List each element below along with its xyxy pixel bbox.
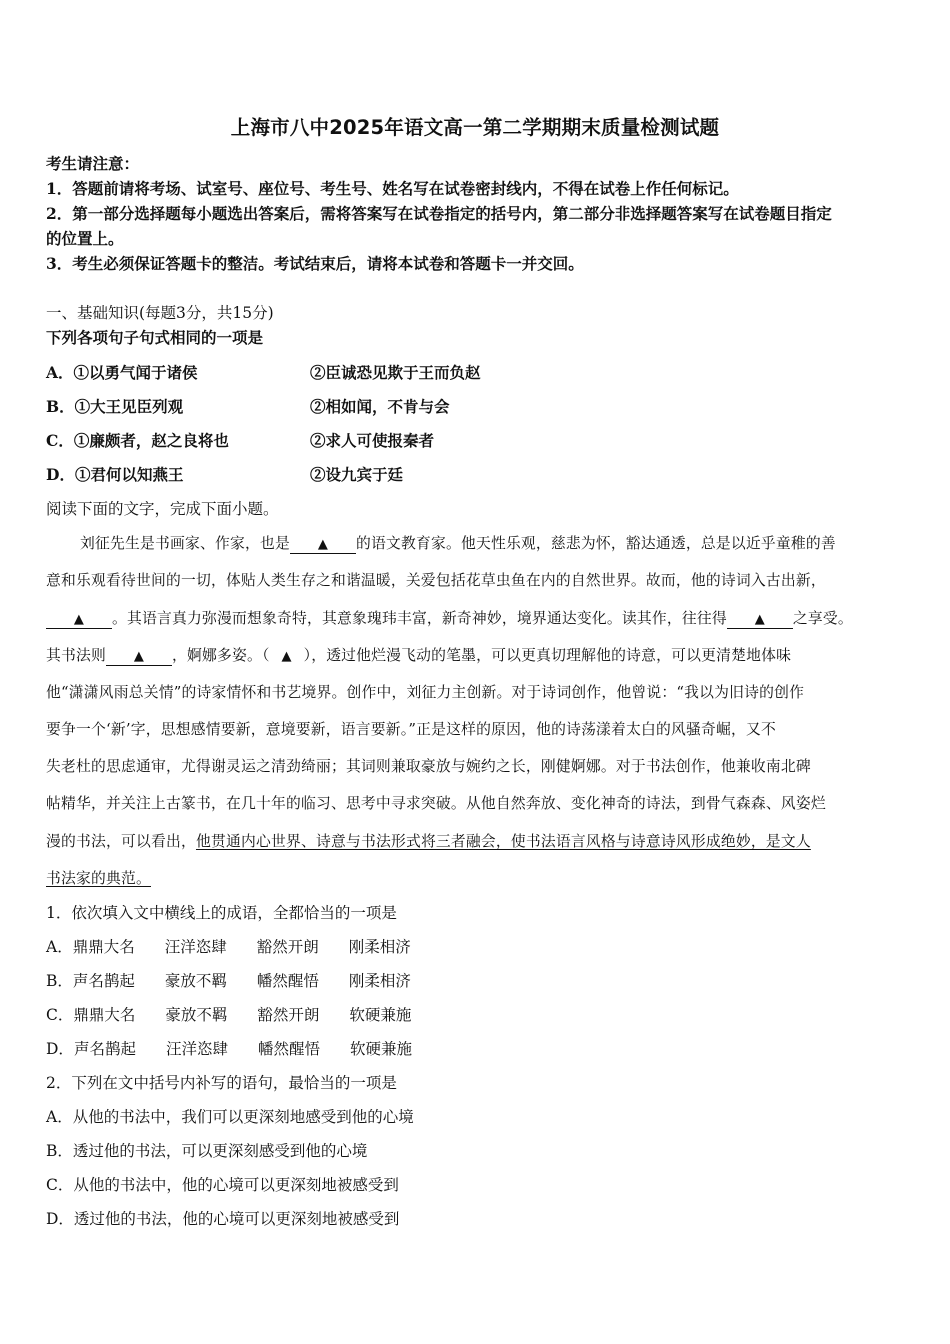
q1-word: 鼎鼎大名 bbox=[72, 938, 135, 956]
passage-line-2: 意和乐观看待世间的一切，体贴人类生存之和谐温暖，关爱包括花草虫鱼在内的自然世界。故而，他的诗词入古出新， bbox=[46, 572, 826, 589]
section1-option-b bbox=[46, 395, 904, 417]
option-b-first: B．①大王见臣列观 bbox=[46, 397, 184, 416]
notice-item-2-cont: 的位置上。 bbox=[46, 229, 124, 248]
option-c-first: C．①廉颇者，赵之良将也 bbox=[46, 431, 229, 450]
q2-option-a: A．从他的书法中，我们可以更深刻地感受到他的心境 bbox=[46, 1108, 414, 1126]
passage-text: ），透过他烂漫飞动的笔墨，可以更真切理解他的诗意，可以更清楚地体味 bbox=[303, 647, 792, 664]
q1-word: 声名鹊起 bbox=[72, 972, 135, 990]
option-d-first: D．①君何以知燕王 bbox=[46, 465, 184, 484]
q1-option-c bbox=[46, 1003, 411, 1025]
notice-item-1: 1．答题前请将考场、试室号、座位号、考生号、姓名写在试卷密封线内，不得在试卷上作任何标记。 bbox=[46, 179, 739, 198]
section1-question: 下列各项句子句式相同的一项是 bbox=[46, 328, 264, 347]
q1-option-a bbox=[46, 935, 411, 957]
option-b-second: ②相如闻，不肯与会 bbox=[310, 397, 450, 416]
blank-1: ▲ bbox=[290, 537, 356, 554]
passage-line-4 bbox=[46, 644, 904, 666]
passage-line-3 bbox=[46, 607, 904, 629]
option-a-second: ②臣诚恐见欺于王而负赵 bbox=[310, 363, 481, 382]
q1-word: 豁然开朗 bbox=[256, 938, 319, 956]
passage-line-1 bbox=[80, 532, 938, 554]
section1-option-c bbox=[46, 429, 904, 451]
reading-intro: 阅读下面的文字，完成下面小题。 bbox=[46, 500, 279, 518]
q1-word: 软硬兼施 bbox=[349, 1040, 412, 1058]
q1-word: 刚柔相济 bbox=[348, 938, 411, 956]
passage-text: 刘征先生是书画家、作家，也是 bbox=[80, 535, 290, 552]
q1-word: 幡然醒悟 bbox=[256, 972, 319, 990]
underlined-sentence-end: 书法家的典范。 bbox=[46, 870, 151, 887]
option-c-second: ②求人可使报秦者 bbox=[310, 431, 435, 450]
q1-word: 汪洋恣肆 bbox=[165, 1040, 228, 1058]
blank-4: ▲ bbox=[106, 649, 172, 666]
q1-word: 刚柔相济 bbox=[348, 972, 411, 990]
q1-word: 豁然开朗 bbox=[257, 1006, 320, 1024]
section1-option-d bbox=[46, 463, 904, 485]
q1-option-label: C． bbox=[46, 1006, 74, 1024]
underlined-sentence: 他贯通内心世界、诗意与书法形式将三者融会，使书法语言风格与诗意诗风形成绝妙，是文人 bbox=[195, 833, 811, 850]
option-d-second: ②设九宾于廷 bbox=[310, 465, 404, 484]
q1-word: 幡然醒悟 bbox=[257, 1040, 320, 1058]
section1-heading: 一、基础知识(每题3分，共15分) bbox=[46, 304, 274, 322]
passage-text: 漫的书法，可以看出， bbox=[46, 833, 196, 850]
passage-line-10 bbox=[46, 867, 904, 888]
passage-text: 其书法则 bbox=[46, 647, 106, 664]
q1-option-d bbox=[46, 1037, 412, 1059]
q1-word: 鼎鼎大名 bbox=[73, 1006, 136, 1024]
option-a-first: A．①以勇气闻于诸侯 bbox=[46, 363, 198, 382]
notice-heading: 考生请注意： bbox=[46, 154, 140, 173]
q1-option-label: B． bbox=[46, 972, 73, 990]
passage-line-8: 帖精华，并关注上古篆书，在几十年的临习、思考中寻求突破。从他自然奔放、变化神奇的诗法，到骨气森森、风姿烂 bbox=[46, 795, 826, 812]
q1-option-label: D． bbox=[46, 1040, 74, 1058]
notice-item-3: 3．考生必须保证答题卡的整洁。考试结束后，请将本试卷和答题卡一并交回。 bbox=[46, 254, 584, 273]
q1-word: 声名鹊起 bbox=[73, 1040, 136, 1058]
passage-line-5: 他“潇潇风雨总关情”的诗家情怀和书艺境界。创作中，刘征力主创新。对于诗词创作，他曾说：“我以为旧诗的创作 bbox=[46, 684, 805, 701]
passage-text: 的语文教育家。他天性乐观，慈悲为怀，豁达通透，总是以近乎童稚的善 bbox=[355, 535, 836, 552]
section1-option-a bbox=[46, 361, 904, 383]
bracket-blank-mark: ▲ bbox=[281, 649, 292, 664]
passage-text: 之享受。 bbox=[792, 610, 853, 627]
blank-3: ▲ bbox=[727, 612, 793, 629]
blank-2: ▲ bbox=[46, 612, 112, 629]
q1-word: 豪放不羁 bbox=[164, 972, 227, 990]
q2-option-b: B．透过他的书法，可以更深刻感受到他的心境 bbox=[46, 1142, 368, 1160]
q1-option-b bbox=[46, 969, 411, 991]
passage-text: ，婀娜多姿。（ bbox=[172, 647, 270, 664]
q1-stem: 1．依次填入文中横线上的成语，全都恰当的一项是 bbox=[46, 904, 397, 922]
q2-option-c: C．从他的书法中，他的心境可以更深刻地被感受到 bbox=[46, 1176, 399, 1194]
q2-stem: 2．下列在文中括号内补写的语句，最恰当的一项是 bbox=[46, 1074, 397, 1092]
passage-line-7: 失老杜的思虑通审，尤得谢灵运之清劲绮丽；其词则兼取豪放与婉约之长，刚健婀娜。对于书法创作，他兼收南北碑 bbox=[46, 758, 811, 775]
q1-option-label: A． bbox=[46, 938, 73, 956]
passage-line-9 bbox=[46, 830, 904, 851]
q1-word: 汪洋恣肆 bbox=[164, 938, 227, 956]
passage-text: 。其语言真力弥漫而想象奇特，其意象瑰玮丰富，新奇神妙，境界通达变化。读其作，往往得 bbox=[112, 610, 727, 627]
q2-option-d: D．透过他的书法，他的心境可以更深刻地被感受到 bbox=[46, 1210, 400, 1228]
q1-word: 软硬兼施 bbox=[349, 1006, 412, 1024]
page-title: 上海市八中2025年语文高一第二学期期末质量检测试题 bbox=[230, 116, 720, 139]
passage-line-6: 要争一个‘新’字，思想感情要新，意境要新，语言要新。”正是这样的原因，他的诗荡漾着太白的风骚奇崛，又不 bbox=[46, 721, 777, 738]
q1-word: 豪放不羁 bbox=[165, 1006, 228, 1024]
notice-item-2: 2．第一部分选择题每小题选出答案后，需将答案写在试卷指定的括号内，第二部分非选择题答案写在试卷题目指定 bbox=[46, 204, 832, 223]
